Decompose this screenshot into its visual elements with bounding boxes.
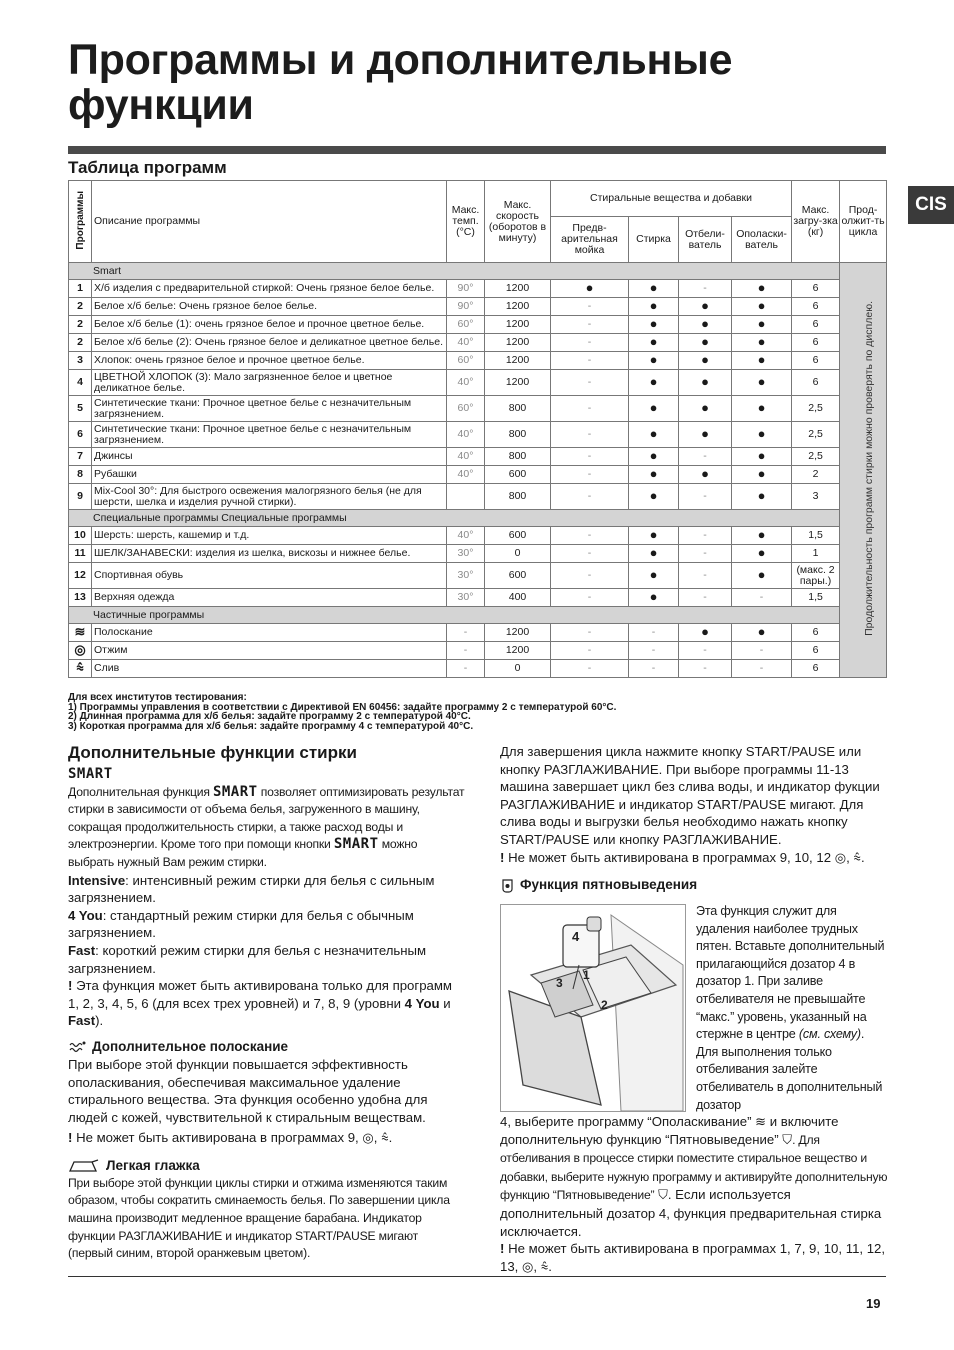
- iron-warning: ! Не может быть активирована в программах 9, 10, 12 ◎, ⩯.: [500, 849, 865, 865]
- program-description: Джинсы: [92, 448, 447, 466]
- prewash-cell: -: [551, 660, 629, 678]
- wash-cell: -: [629, 642, 679, 660]
- program-temp: -: [447, 624, 485, 642]
- drain-icon: ⩯: [853, 849, 861, 865]
- program-number: [69, 642, 92, 660]
- bleach-cell: -: [679, 589, 732, 607]
- program-description: Синтетические ткани: Прочное цветное белье с незначительным загрязнением.: [92, 422, 447, 448]
- table-row: [69, 352, 887, 370]
- right-column: [500, 743, 888, 894]
- description-header: Описание программы: [92, 181, 447, 263]
- program-number: 12: [69, 563, 92, 589]
- stain-continuation: 4, выберите программу “Ополаскивание” ≋ и включите дополнительную функцию “Пятновыведение” ⛉. Для отбеливания в процессе стирки поместите стиральное вещество и добавки, выберите нужную программу и активируйте дополнительную функцию “Пятновыведение” ⛉. Если используется дополнительный дозатор 4, функция предварительная стирка исключается. ! Не может быть активирована в программах 1, 7, 9, 10, 11, 12, 13, ◎, ⩯.: [500, 1114, 888, 1274]
- program-number: 2: [69, 298, 92, 316]
- load-cell: 6: [792, 334, 840, 352]
- softener-cell: ●: [732, 316, 792, 334]
- spin-icon: ◎: [522, 1258, 534, 1274]
- program-number: [69, 624, 92, 642]
- smart-warning: ! Эта функция может быть активирована только для программ 1, 2, 3, 4, 5, 6 (для всех трех уровней) и 7, 8, 9 (уровни 4 You и Fast).: [68, 978, 452, 1029]
- bleach-cell: -: [679, 545, 732, 563]
- note-line: Для всех институтов тестирования:: [68, 692, 247, 703]
- bleach-header: Отбели-ватель: [679, 217, 732, 263]
- table-row: [69, 370, 887, 396]
- note-line: 2) Длинная программа для х/б белья: задайте программу 2 с температурой 40°C.: [68, 711, 471, 722]
- wash-cell: ●: [629, 334, 679, 352]
- finish-cycle-paragraph: Для завершения цикла нажмите кнопку START/PAUSE или кнопку РАЗГЛАЖИВАНИЕ. При выборе программы 11-13 машина завершает цикл без слива воды, и индикатор фукции РАЗГЛАЖИВАНИЕ и индикатор START/PAUSE мигают. Для слива воды и выгрузки белья необходимо нажать кнопку START/PAUSE или кнопку РАЗГЛАЖИВАНИЕ.: [500, 744, 880, 847]
- program-temp: 40°: [447, 422, 485, 448]
- wash-cell: ●: [629, 316, 679, 334]
- table-group-row: [69, 510, 887, 527]
- program-description: ШЕЛК/ЗАНАВЕСКИ: изделия из шелка, вискозы и нижнее белье.: [92, 545, 447, 563]
- bleach-cell: ●: [679, 334, 732, 352]
- duration-header: Прод-олжит-ть цикла: [840, 181, 887, 263]
- 4you-line: 4 You: стандартный режим стирки для белья с обычным загрязнением.: [68, 907, 414, 941]
- group-label: Smart: [69, 263, 840, 280]
- smart-paragraph: Дополнительная функция SMART позволяет оптимизировать результат стирки в зависимости от объема белья, загруженного в машину, сокращая продолжительность стирки, а также расход воды и электроэнергии. Кроме того при помощи кнопки SMART можно выбрать нужный Вам режим стирки.: [68, 783, 465, 869]
- rinse-icon: [68, 1039, 88, 1055]
- rinse-heading: Дополнительное полоскание: [68, 1038, 466, 1056]
- program-number: 2: [69, 316, 92, 334]
- load-cell: 6: [792, 370, 840, 396]
- table-row: [69, 396, 887, 422]
- load-cell: 6: [792, 298, 840, 316]
- stain-paragraph: Эта функция служит для удаления наиболее трудных пятен. Вставьте дополнительный прилагающийся дозатор 4 в дозатор 1. При заливе отбеливателя не превышайте “макс.” уровень, указанный на стержне в центре (см. схему). Для выполнения только отбеливания залейте отбеливатель в дополнительный дозатор: [696, 904, 885, 1112]
- program-table: [68, 180, 887, 678]
- program-number: 5: [69, 396, 92, 422]
- program-temp: -: [447, 660, 485, 678]
- program-description: Полоскание: [92, 624, 447, 642]
- program-number: 3: [69, 352, 92, 370]
- program-number: 10: [69, 527, 92, 545]
- program-temp: 30°: [447, 545, 485, 563]
- stain-warning: ! Не может быть активирована в программах 1, 7, 9, 10, 11, 12, 13, ◎, ⩯.: [500, 1241, 886, 1274]
- table-row: [69, 448, 887, 466]
- wash-header: Стирка: [629, 217, 679, 263]
- table-row: [69, 527, 887, 545]
- softener-cell: ●: [732, 563, 792, 589]
- wash-cell: ●: [629, 298, 679, 316]
- stain-icon: [500, 877, 516, 893]
- program-description: Спортивная обувь: [92, 563, 447, 589]
- bleach-cell: ●: [679, 298, 732, 316]
- program-description: Mix-Cool 30°: Для быстрого освежения малогрязного белья (не для шерсти, шелка и изделия ручной стирки).: [92, 484, 447, 510]
- intensive-line: Intensive: интенсивный режим стирки для белья с сильным загрязнением.: [68, 872, 435, 906]
- softener-cell: -: [732, 589, 792, 607]
- wash-cell: -: [629, 660, 679, 678]
- max-load-header: Макс. загру-зка (кг): [792, 181, 840, 263]
- prewash-cell: -: [551, 527, 629, 545]
- smart-logo: SMART: [68, 766, 113, 782]
- load-cell: 6: [792, 642, 840, 660]
- table-row: [69, 422, 887, 448]
- prewash-cell: -: [551, 545, 629, 563]
- table-row: [69, 660, 887, 678]
- bleach-cell: -: [679, 280, 732, 298]
- softener-cell: ●: [732, 352, 792, 370]
- program-speed: 1200: [485, 334, 551, 352]
- smart-logo-inline: SMART: [212, 783, 258, 800]
- bleach-cell: ●: [679, 422, 732, 448]
- program-speed: 0: [485, 545, 551, 563]
- wash-cell: ●: [629, 280, 679, 298]
- wash-cell: ●: [629, 448, 679, 466]
- duration-note: Продолжительность программ стирки можно проверять по дисплею.: [863, 301, 876, 637]
- stain-icon: ⛉: [658, 1187, 668, 1203]
- softener-cell: ●: [732, 484, 792, 510]
- prewash-header: Предв-арительная мойка: [551, 217, 629, 263]
- detergents-header: Стиральные вещества и добавки: [551, 181, 792, 217]
- fast-line: Fast: короткий режим стирки для белья с незначительным загрязнением.: [68, 942, 427, 976]
- table-row: [69, 484, 887, 510]
- max-speed-header: Макс. скорость (оборотов в минуту): [485, 181, 551, 263]
- prewash-cell: -: [551, 396, 629, 422]
- bleach-cell: ●: [679, 624, 732, 642]
- softener-cell: ●: [732, 422, 792, 448]
- prewash-cell: -: [551, 448, 629, 466]
- load-cell: 2,5: [792, 448, 840, 466]
- wash-cell: ●: [629, 422, 679, 448]
- spin-icon: ◎: [74, 641, 86, 657]
- program-temp: 60°: [447, 396, 485, 422]
- softener-cell: ●: [732, 466, 792, 484]
- programs-header: Программы: [69, 181, 92, 263]
- bottom-rule: [68, 1276, 886, 1277]
- load-cell: 6: [792, 624, 840, 642]
- softener-cell: -: [732, 642, 792, 660]
- softener-cell: ●: [732, 448, 792, 466]
- bleach-cell: -: [679, 527, 732, 545]
- table-row: [69, 466, 887, 484]
- prewash-cell: -: [551, 370, 629, 396]
- program-number: 11: [69, 545, 92, 563]
- wash-cell: ●: [629, 396, 679, 422]
- program-speed: 1200: [485, 642, 551, 660]
- rinse-paragraph: При выборе этой функции повышается эффективность ополаскивания, обеспечивая максимальное удаление стирального вещества. Эта функция особенно удобна для людей с кожей, чувствительной к стиральным веществам.: [68, 1056, 428, 1125]
- load-cell: 1,5: [792, 589, 840, 607]
- title-rule: [68, 146, 886, 154]
- program-speed: 800: [485, 396, 551, 422]
- wash-cell: -: [629, 624, 679, 642]
- load-cell: 1: [792, 545, 840, 563]
- prewash-cell: -: [551, 422, 629, 448]
- program-description: Шерсть: шерсть, кашемир и т.д.: [92, 527, 447, 545]
- note-line: 3) Короткая программа для х/б белья: задайте программу 4 с температурой 40°C.: [68, 720, 474, 732]
- program-temp: 60°: [447, 316, 485, 334]
- program-number: 1: [69, 280, 92, 298]
- drain-icon: ⩯: [381, 1130, 389, 1146]
- table-row: [69, 624, 887, 642]
- load-cell: 1,5: [792, 527, 840, 545]
- table-row: [69, 280, 887, 298]
- wash-cell: ●: [629, 466, 679, 484]
- load-cell: 3: [792, 484, 840, 510]
- program-number: 13: [69, 589, 92, 607]
- program-temp: 90°: [447, 280, 485, 298]
- figure-label-1: 1: [583, 968, 590, 982]
- table-row: [69, 545, 887, 563]
- bleach-cell: ●: [679, 370, 732, 396]
- table-row: [69, 334, 887, 352]
- bleach-cell: -: [679, 660, 732, 678]
- program-number: [69, 660, 92, 678]
- program-description: Белое х/б белье: Очень грязное белое белье.: [92, 298, 447, 316]
- prewash-cell: -: [551, 624, 629, 642]
- wash-cell: ●: [629, 527, 679, 545]
- program-number: 2: [69, 334, 92, 352]
- rinse-icon: ≋: [74, 623, 86, 639]
- program-description: Хлопок: очень грязное белое и прочное цветное белье.: [92, 352, 447, 370]
- group-label: Частичные программы: [69, 607, 840, 624]
- wash-cell: ●: [629, 589, 679, 607]
- softener-header: Ополаски-ватель: [732, 217, 792, 263]
- program-temp: 60°: [447, 352, 485, 370]
- program-temp: 40°: [447, 370, 485, 396]
- bleach-cell: -: [679, 642, 732, 660]
- figure-label-3: 3: [556, 976, 563, 990]
- program-speed: 1200: [485, 624, 551, 642]
- cis-tab: CIS: [908, 186, 954, 224]
- softener-cell: ●: [732, 396, 792, 422]
- bleach-cell: ●: [679, 352, 732, 370]
- prewash-cell: -: [551, 563, 629, 589]
- figure-label-4: 4: [572, 929, 580, 944]
- table-row: [69, 316, 887, 334]
- program-number: 8: [69, 466, 92, 484]
- table-group-row: [69, 263, 887, 280]
- program-temp: 30°: [447, 563, 485, 589]
- program-temp: -: [447, 642, 485, 660]
- softener-cell: ●: [732, 370, 792, 396]
- program-number: 6: [69, 422, 92, 448]
- wash-cell: ●: [629, 370, 679, 396]
- spin-icon: ◎: [362, 1130, 374, 1146]
- bleach-cell: ●: [679, 396, 732, 422]
- rinse-warning: ! Не может быть активирована в программах 9, ◎, ⩯.: [68, 1130, 393, 1146]
- group-label: Специальные программы Специальные программы: [69, 510, 840, 527]
- drain-icon: ⩯: [540, 1258, 549, 1274]
- prewash-cell: -: [551, 642, 629, 660]
- prewash-cell: -: [551, 352, 629, 370]
- program-description: ЦВЕТНОЙ ХЛОПОК (3): Мало загрязненное белое и цветное деликатное белье.: [92, 370, 447, 396]
- wash-cell: ●: [629, 563, 679, 589]
- bleach-cell: -: [679, 448, 732, 466]
- load-cell: 6: [792, 316, 840, 334]
- load-cell: 6: [792, 352, 840, 370]
- program-temp: 40°: [447, 466, 485, 484]
- load-cell: 2,5: [792, 422, 840, 448]
- program-description: Х/б изделия с предварительной стиркой: Очень грязное белое белье.: [92, 280, 447, 298]
- test-notes: [68, 693, 886, 731]
- iron-heading: Легкая глажка: [68, 1157, 466, 1175]
- prewash-cell: -: [551, 589, 629, 607]
- table-heading: Таблица программ: [68, 158, 227, 177]
- spin-icon: ◎: [834, 849, 847, 865]
- program-speed: 1200: [485, 298, 551, 316]
- note-line: 1) Программы управления в соответствии с Директивой EN 60456: задайте программу 2 с температурой 60°C.: [68, 701, 617, 713]
- program-speed: 1200: [485, 352, 551, 370]
- iron-icon: [68, 1158, 102, 1174]
- program-description: Отжим: [92, 642, 447, 660]
- program-description: Белое х/б белье (1): очень грязное белое и прочное цветное белье.: [92, 316, 447, 334]
- stain-icon: ⛉: [782, 1131, 793, 1147]
- program-description: Рубашки: [92, 466, 447, 484]
- program-description: Синтетические ткани: Прочное цветное белье с незначительным загрязнением.: [92, 396, 447, 422]
- softener-cell: -: [732, 660, 792, 678]
- rinse-icon: ≋: [755, 1114, 767, 1129]
- iron-paragraph: При выборе этой функции циклы стирки и отжима изменяются таким образом, чтобы сократить сминаемость белья. По завершении цикла машина производит медленное вращение барабана. Индикатор функции РАЗГЛАЖИВАНИЕ и индикатор START/PAUSE мигают (первый синим, второй оранжевым цветом).: [68, 1175, 450, 1261]
- bleach-cell: -: [679, 563, 732, 589]
- softener-cell: ●: [732, 280, 792, 298]
- prewash-cell: -: [551, 316, 629, 334]
- program-speed: 1200: [485, 316, 551, 334]
- program-description: Белое х/б белье (2): Очень грязное белое и деликатное цветное белье.: [92, 334, 447, 352]
- left-column: [68, 742, 466, 1263]
- table-row: [69, 298, 887, 316]
- program-speed: 800: [485, 422, 551, 448]
- prewash-cell: ●: [551, 280, 629, 298]
- bleach-cell: ●: [679, 466, 732, 484]
- page-number: 19: [866, 1296, 881, 1311]
- program-temp: [447, 484, 485, 510]
- load-cell: 2: [792, 466, 840, 484]
- duration-cell: [840, 263, 887, 678]
- program-speed: 1200: [485, 370, 551, 396]
- drain-icon: ⩯: [76, 659, 84, 675]
- page-title: Программы и дополнительные функции: [68, 36, 733, 129]
- softener-cell: ●: [732, 334, 792, 352]
- table-row: [69, 589, 887, 607]
- bleach-cell: ●: [679, 316, 732, 334]
- load-cell: 6: [792, 280, 840, 298]
- program-speed: 600: [485, 466, 551, 484]
- smart-logo-inline: SMART: [333, 836, 379, 853]
- dispenser-figure: [500, 904, 686, 1112]
- program-speed: 0: [485, 660, 551, 678]
- prewash-cell: -: [551, 334, 629, 352]
- figure-label-2: 2: [601, 998, 608, 1012]
- program-temp: 40°: [447, 448, 485, 466]
- prewash-cell: -: [551, 466, 629, 484]
- prewash-cell: -: [551, 484, 629, 510]
- program-table-body: [69, 263, 887, 678]
- table-group-row: [69, 607, 887, 624]
- program-number: 7: [69, 448, 92, 466]
- max-temp-header: Макс. темп. (°C): [447, 181, 485, 263]
- program-temp: 90°: [447, 298, 485, 316]
- program-speed: 400: [485, 589, 551, 607]
- prewash-cell: -: [551, 298, 629, 316]
- program-temp: 40°: [447, 527, 485, 545]
- table-row: [69, 563, 887, 589]
- program-speed: 1200: [485, 280, 551, 298]
- load-cell: 2,5: [792, 396, 840, 422]
- table-row: [69, 642, 887, 660]
- program-speed: 600: [485, 563, 551, 589]
- load-cell: (макс. 2 пары.): [792, 563, 840, 589]
- wash-cell: ●: [629, 484, 679, 510]
- softener-cell: ●: [732, 545, 792, 563]
- program-temp: 40°: [447, 334, 485, 352]
- stain-heading: Функция пятновыведения: [500, 876, 888, 894]
- dispenser-illustration: [501, 905, 685, 1111]
- bleach-cell: -: [679, 484, 732, 510]
- program-speed: 800: [485, 448, 551, 466]
- program-speed: 800: [485, 484, 551, 510]
- wash-cell: ●: [629, 352, 679, 370]
- program-temp: 30°: [447, 589, 485, 607]
- wash-cell: ●: [629, 545, 679, 563]
- softener-cell: ●: [732, 527, 792, 545]
- program-number: 4: [69, 370, 92, 396]
- load-cell: 6: [792, 660, 840, 678]
- softener-cell: ●: [732, 298, 792, 316]
- program-description: Верхняя одежда: [92, 589, 447, 607]
- program-number: 9: [69, 484, 92, 510]
- extra-functions-heading: Дополнительные функции стирки: [68, 743, 357, 762]
- program-description: Слив: [92, 660, 447, 678]
- program-speed: 600: [485, 527, 551, 545]
- softener-cell: ●: [732, 624, 792, 642]
